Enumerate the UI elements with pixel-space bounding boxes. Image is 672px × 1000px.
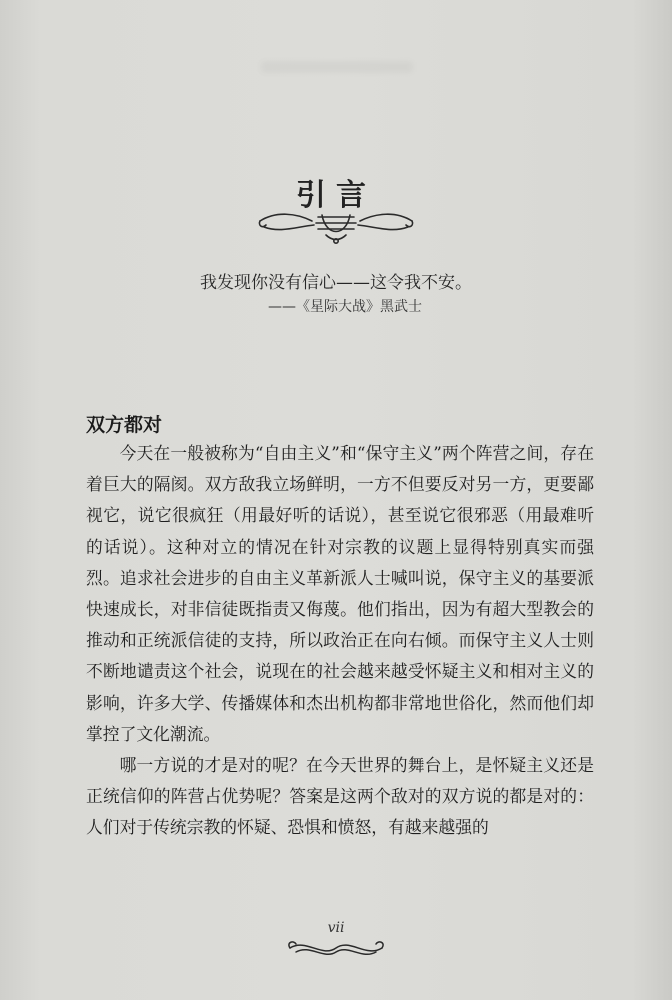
epigraph-attribution: ——《星际大战》黑武士 <box>268 299 422 315</box>
section-heading: 双方都对 <box>86 414 163 436</box>
bleed-through-mark <box>262 62 412 72</box>
footer-ornament <box>286 930 386 960</box>
paragraph: 哪一方说的才是对的呢？在今天世界的舞台上，是怀疑主义还是正统信仰的阵营占优势呢？答案是这两个敌对的双方说的都是对的：人们对于传统宗教的怀疑、恐惧和愤怒，有越来越强的 <box>86 755 594 838</box>
title-ornament <box>256 207 416 247</box>
page-number: vii <box>327 920 345 936</box>
paragraph: 今天在一般被称为“自由主义”和“保守主义”两个阵营之间，存在着巨大的隔阂。双方敌我立场鲜明，一方不但要反对另一方，更要鄙视它，说它很疯狂（用最好听的话说），甚至说它很邪恶（用最难听的话说）。这种对立的情况在针对宗教的议题上显得特别真实而强烈。追求社会进步的自由主义革新派人士喊叫说，保守主义的基要派快速成长，对非信徒既指责又侮蔑。他们指出，因为有超大型教会的推动和正统派信徒的支持，所以政治正在向右倾。而保守主义人士则不断地谴责这个社会，说现在的社会越来越受怀疑主义和相对主义的影响，许多大学、传播媒体和杰出机构都非常地世俗化，然而他们却掌控了文化潮流。 <box>86 443 594 744</box>
chapter-title: 引言 <box>296 178 376 213</box>
body-text <box>86 438 594 844</box>
epigraph-quote: 我发现你没有信心——这令我不安。 <box>200 273 472 293</box>
